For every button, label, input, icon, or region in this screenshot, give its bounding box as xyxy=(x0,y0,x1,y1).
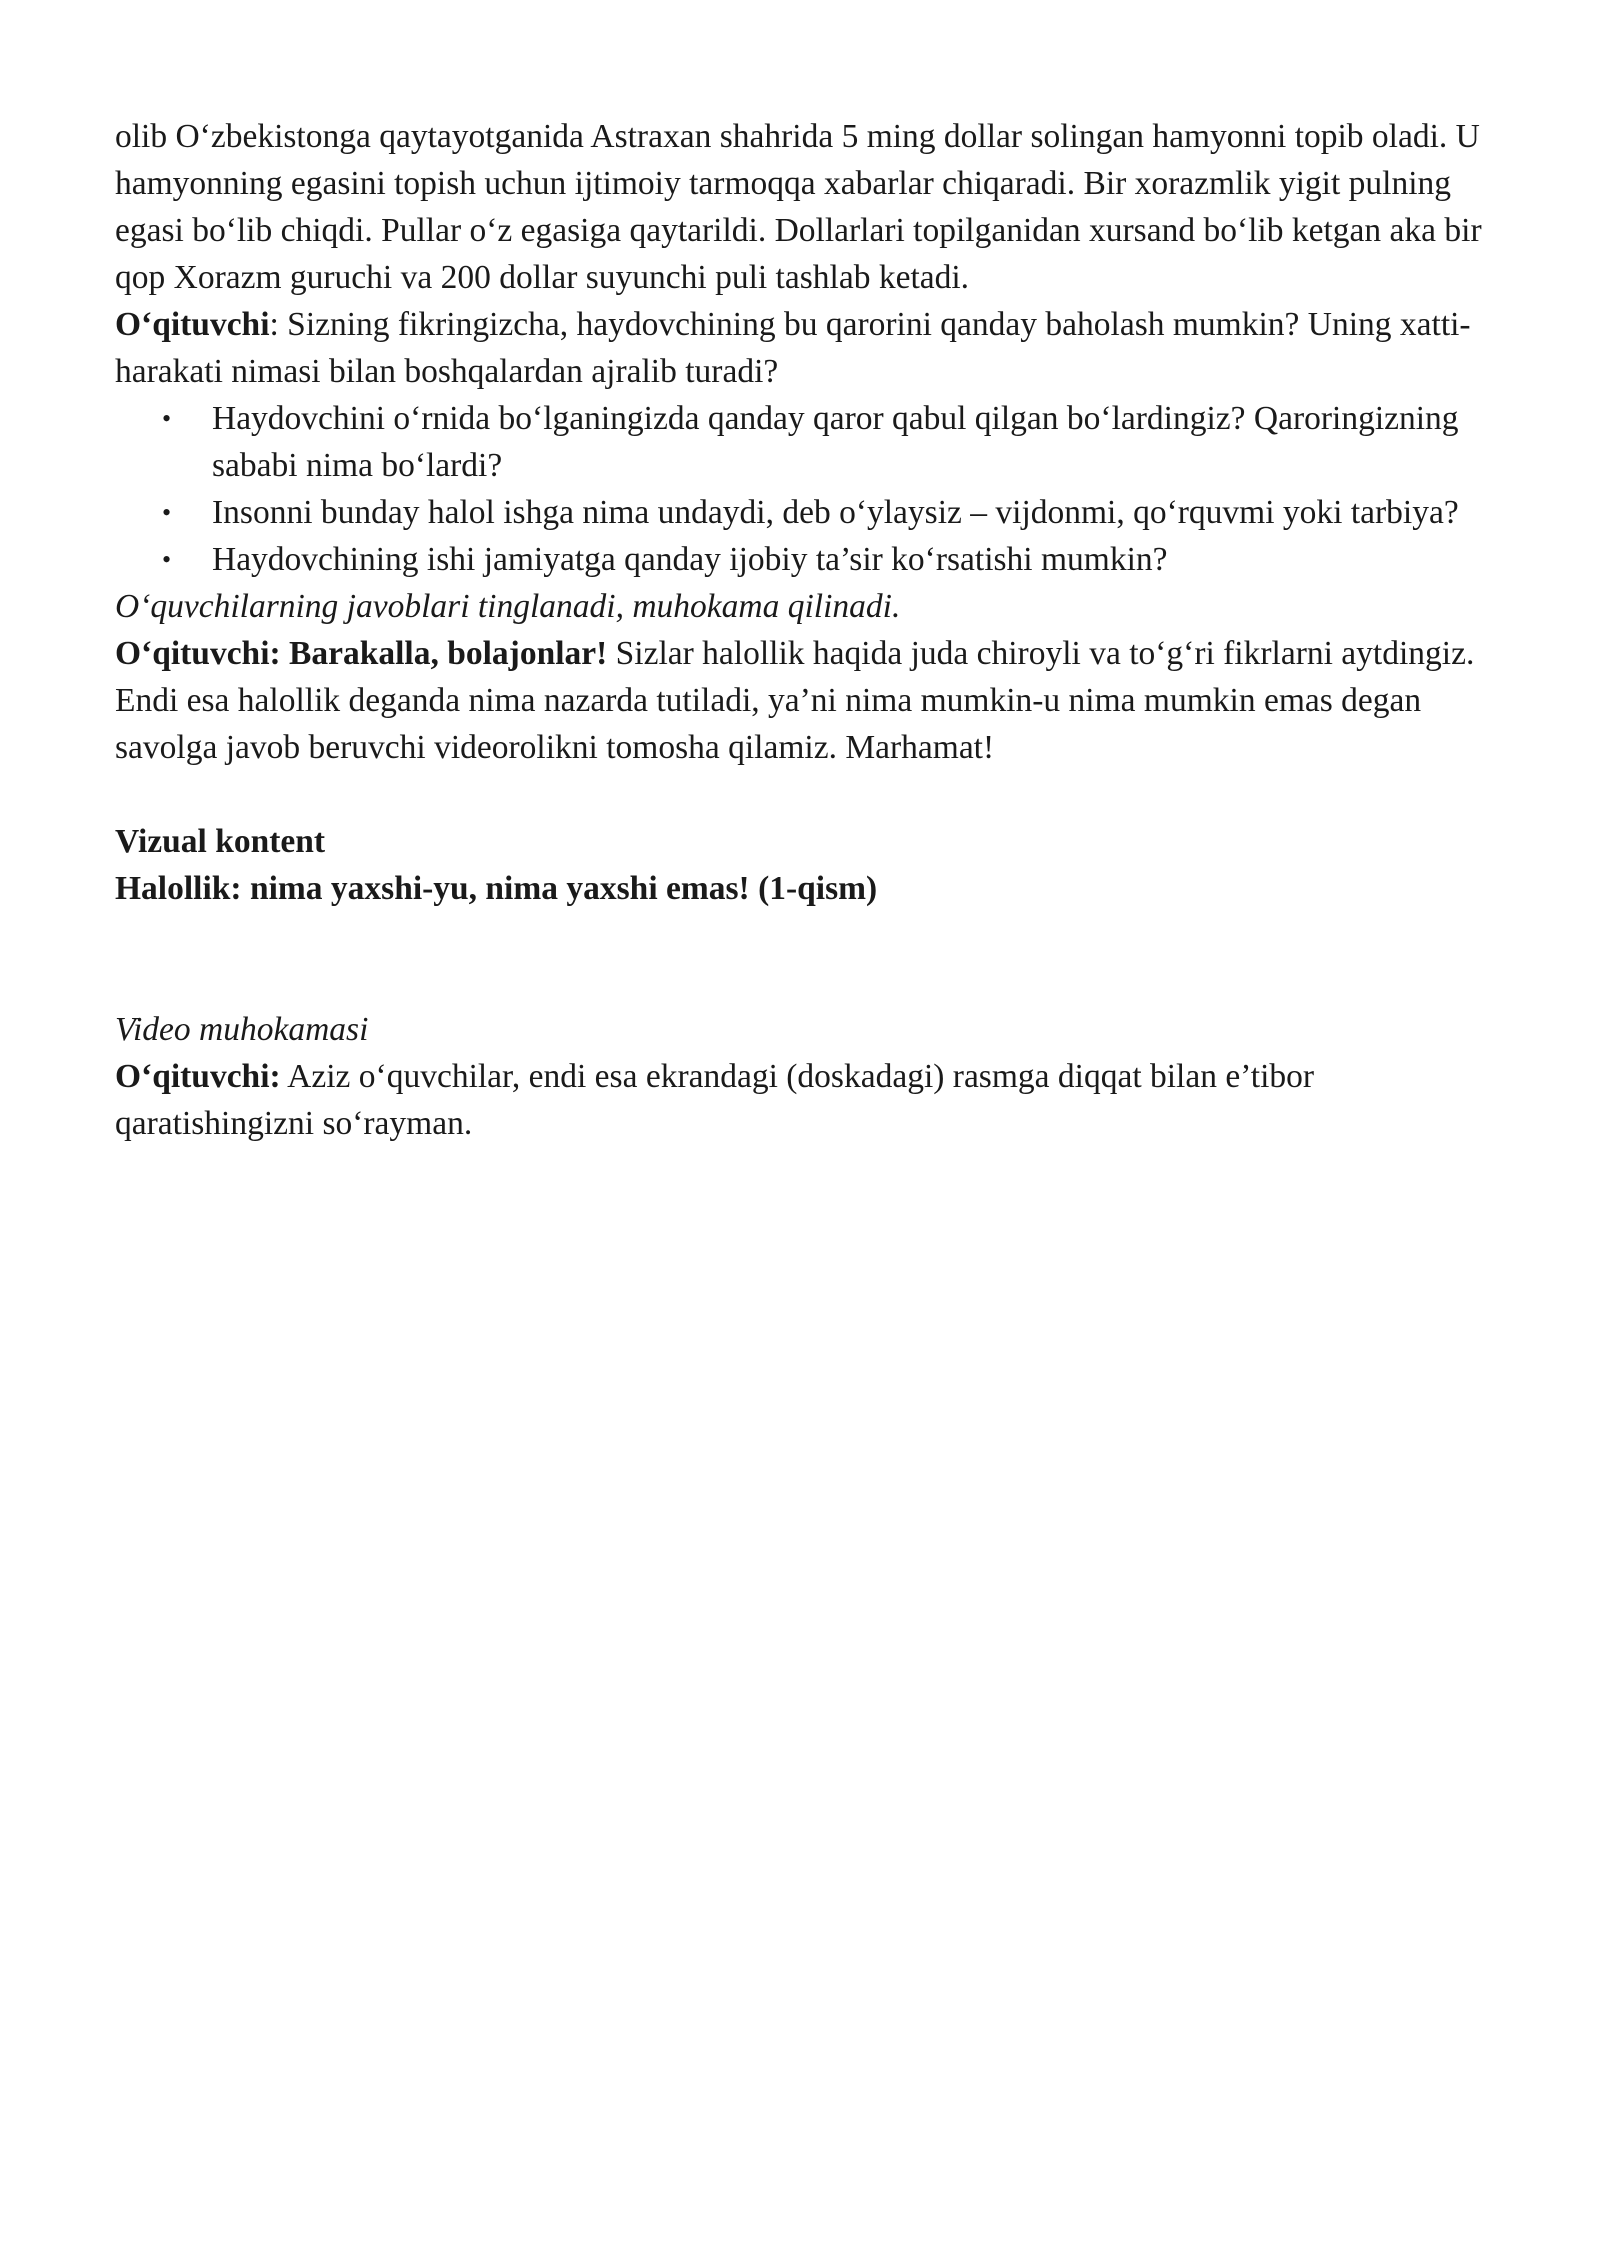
teacher-final-label: O‘qituvchi: xyxy=(115,1058,281,1095)
teacher-final-text: Aziz o‘quvchilar, endi esa ekrandagi (doskadagi) rasmga diqqat bilan e’tibor qaratishingizni so‘rayman. xyxy=(115,1058,1315,1142)
teacher-final-paragraph xyxy=(115,1053,1505,1147)
teacher-praise-paragraph xyxy=(115,630,1505,771)
visual-content-heading-text: Vizual kontent xyxy=(115,823,326,860)
video-discussion-label: Video muhokamasi xyxy=(115,1011,369,1048)
video-title-text: Halollik: nima yaxshi-yu, nima yaxshi emas! (1-qism) xyxy=(115,870,878,907)
question-text: Insonni bunday halol ishga nima undaydi, deb o‘ylaysiz – vijdonmi, qo‘rquvmi yoki tarbiya? xyxy=(212,494,1459,531)
document-page xyxy=(115,113,1505,1147)
spacer xyxy=(115,912,1505,1006)
bullet-icon: • xyxy=(162,498,172,527)
list-item xyxy=(162,489,1505,536)
students-note: O‘quvchilarning javoblari tinglanadi, muhokama qilinadi. xyxy=(115,588,901,625)
visual-content-heading xyxy=(115,818,1505,865)
bullet-icon: • xyxy=(162,404,172,433)
teacher-praise-label: O‘qituvchi: Barakalla, bolajonlar! xyxy=(115,635,608,672)
teacher-praise-text: Sizlar halollik haqida juda chiroyli va to‘g‘ri fikrlarni aytdingiz. Endi esa halollik deganda nima nazarda tutiladi, ya’ni nima mumkin-u nima mumkin emas degan savolga javob beruvchi videorolikni tomosha qilamiz. Marhamat! xyxy=(115,635,1475,766)
teacher-label: O‘qituvchi xyxy=(115,306,270,343)
spacer xyxy=(115,771,1505,818)
question-list xyxy=(115,395,1505,583)
bullet-icon: • xyxy=(162,545,172,574)
intro-paragraph: olib O‘zbekistonga qaytayotganida Astraxan shahrida 5 ming dollar solingan hamyonni topib oladi. U hamyonning egasini topish uchun ijtimoiy tarmoqqa xabarlar chiqaradi. Bir xorazmlik yigit pulning egasi bo‘lib chiqdi. Pullar o‘z egasiga qaytarildi. Dollarlari topilganidan xursand bo‘lib ketgan aka bir qop Xorazm guruchi va 200 dollar suyunchi puli tashlab ketadi. xyxy=(115,118,1482,296)
teacher-question-text: : Sizning fikringizcha, haydovchining bu qarorini qanday baholash mumkin? Uning xatti-harakati nimasi bilan boshqalardan ajralib turadi? xyxy=(115,306,1471,390)
question-text: Haydovchining ishi jamiyatga qanday ijobiy ta’sir ko‘rsatishi mumkin? xyxy=(212,541,1168,578)
list-item xyxy=(162,536,1505,583)
list-item xyxy=(162,395,1505,489)
teacher-question-paragraph xyxy=(115,301,1505,395)
video-title xyxy=(115,865,1505,912)
question-text: Haydovchini o‘rnida bo‘lganingizda qanday qaror qabul qilgan bo‘lardingiz? Qaroringizning sababi nima bo‘lardi? xyxy=(212,400,1459,484)
